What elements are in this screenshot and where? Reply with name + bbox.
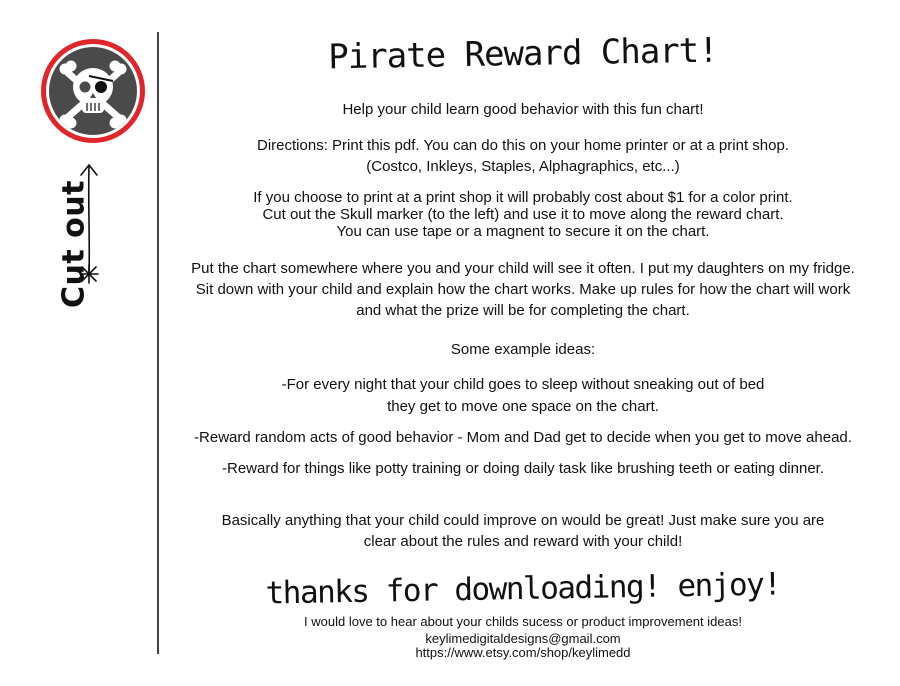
page-title: Pirate Reward Chart! bbox=[327, 30, 719, 78]
placement-line-1: Put the chart somewhere where you and your child will see it often. I put my daughters on my fridge. bbox=[191, 260, 855, 277]
arrow-up-icon bbox=[78, 162, 100, 288]
shop-url-link[interactable]: https://www.etsy.com/shop/keylimedd bbox=[415, 645, 631, 660]
directions-line-1: Directions: Print this pdf. You can do this on your home printer or at a print shop. bbox=[257, 137, 789, 154]
cut-out-label: Cut out bbox=[56, 180, 92, 308]
closing-line-1: Basically anything that your child could improve on would be great! Just make sure you are bbox=[221, 512, 825, 529]
skull-marker-badge bbox=[41, 39, 145, 143]
print-shop-line-3: You can use tape or a magnent to secure it on the chart. bbox=[336, 223, 710, 240]
vertical-divider bbox=[157, 32, 159, 654]
skull-crossbones-icon bbox=[49, 47, 137, 135]
example-idea-2: -Reward random acts of good behavior - Mom and Dad get to decide when you get to move ahead. bbox=[194, 429, 852, 446]
example-idea-1-line-1: -For every night that your child goes to sleep without sneaking out of bed bbox=[281, 376, 765, 393]
example-idea-1-line-2: they get to move one space on the chart. bbox=[387, 398, 659, 415]
placement-line-2: Sit down with your child and explain how the chart works. Make up rules for how the chart will work bbox=[195, 281, 851, 298]
feedback-text: I would love to hear about your childs sucess or product improvement ideas! bbox=[304, 614, 742, 629]
print-shop-line-1: If you choose to print at a print shop it will probably cost about $1 for a color print. bbox=[253, 189, 793, 206]
intro-text: Help your child learn good behavior with this fun chart! bbox=[342, 101, 704, 118]
directions-line-2: (Costco, Inkleys, Staples, Alphagraphics, etc...) bbox=[366, 158, 680, 175]
thanks-heading: thanks for downloading! enjoy! bbox=[265, 566, 781, 612]
contact-email[interactable]: keylimedigitaldesigns@gmail.com bbox=[425, 631, 621, 646]
examples-heading: Some example ideas: bbox=[450, 341, 596, 358]
example-idea-3: -Reward for things like potty training or doing daily task like brushing teeth or eating dinner. bbox=[222, 460, 824, 477]
print-shop-line-2: Cut out the Skull marker (to the left) and use it to move along the reward chart. bbox=[262, 206, 784, 223]
closing-line-2: clear about the rules and reward with your child! bbox=[363, 533, 683, 550]
placement-line-3: and what the prize will be for completing the chart. bbox=[356, 302, 690, 319]
